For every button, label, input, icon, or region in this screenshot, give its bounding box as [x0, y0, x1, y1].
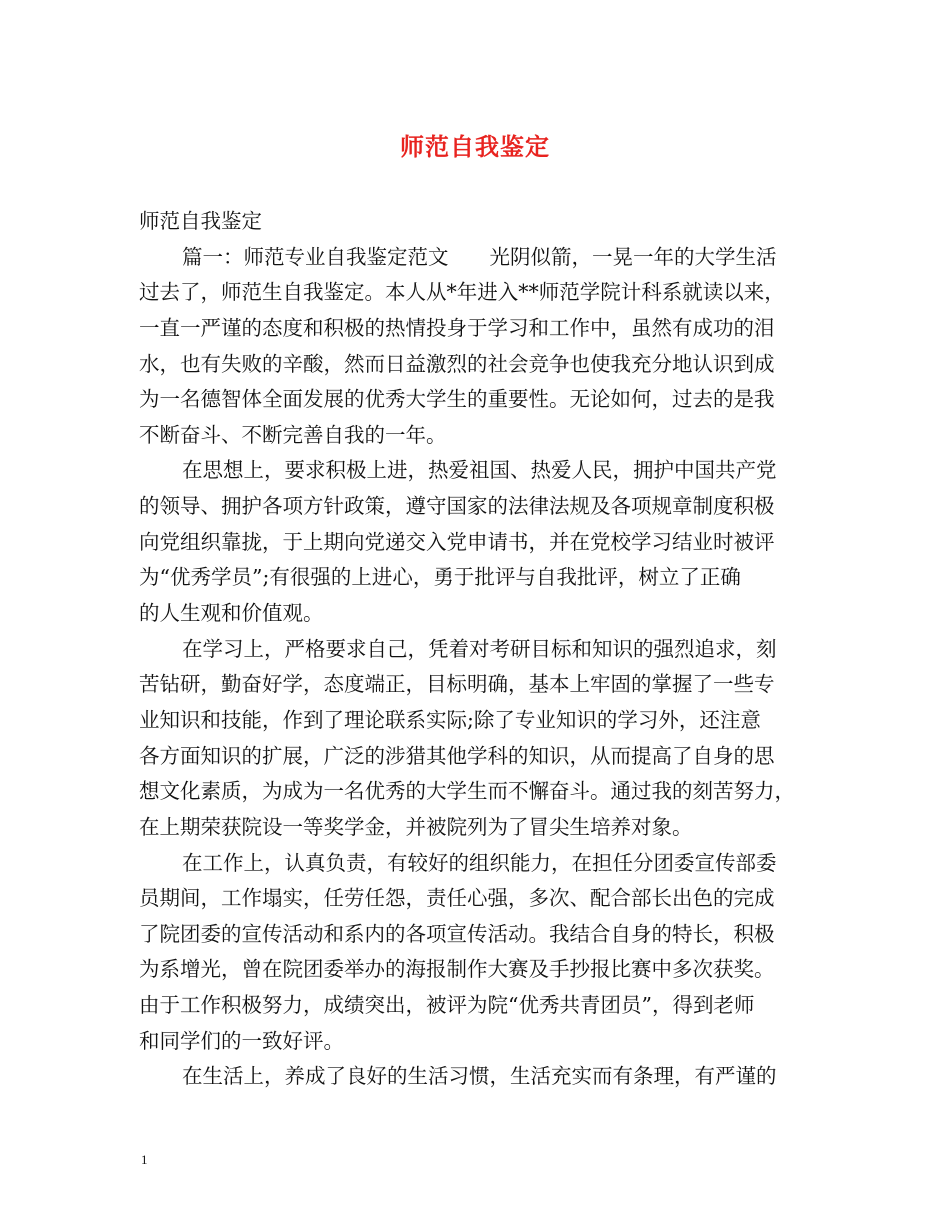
body-line: 的领导、拥护各项方针政策，遵守国家的法律法规及各项规章制度积极: [139, 494, 775, 519]
document-title: 师范自我鉴定: [400, 132, 550, 161]
body-line: 在思想上，要求积极上进，热爱祖国、热爱人民，拥护中国共产党: [182, 458, 777, 483]
body-line: 了院团委的宣传活动和系内的各项宣传活动。我结合自身的特长，积极: [139, 921, 775, 946]
document-body: [139, 204, 815, 1095]
body-line: 一直一严谨的态度和积极的热情投身于学习和工作中，虽然有成功的泪: [139, 315, 775, 340]
body-line: 业知识和技能，作到了理论联系实际;除了专业知识的学习外，还注意: [139, 707, 761, 732]
body-line: 在学习上，严格要求自己，凭着对考研目标和知识的强烈追求，刻: [182, 636, 777, 661]
body-line: 苦钻研，勤奋好学，态度端正，目标明确，基本上牢固的掌握了一些专: [139, 672, 775, 697]
body-line: 员期间，工作塌实，任劳任怨，责任心强，多次、配合部长出色的完成: [139, 886, 775, 911]
body-line: 为一名德智体全面发展的优秀大学生的重要性。无论如何，过去的是我: [139, 387, 775, 412]
body-line: 不断奋斗、不断完善自我的一年。: [139, 422, 447, 447]
body-line: 水，也有失败的辛酸，然而日益激烈的社会竞争也使我充分地认识到成: [139, 351, 775, 376]
body-line: 和同学们的一致好评。: [139, 1028, 344, 1053]
body-line: 过去了，师范生自我鉴定。本人从*年进入**师范学院计科系就读以来，: [139, 280, 785, 305]
page-number: 1: [141, 1152, 148, 1167]
body-line: 向党组织靠拢，于上期向党递交入党申请书，并在党校学习结业时被评: [139, 529, 775, 554]
body-line: 各方面知识的扩展，广泛的涉猎其他学科的知识，从而提高了自身的思: [139, 743, 775, 768]
body-line: 由于工作积极努力，成绩突出，被评为院“优秀共青团员”，得到老师: [139, 993, 755, 1018]
body-line: 篇一：师范专业自我鉴定范文 光阴似箭，一晃一年的大学生活: [182, 244, 777, 269]
body-line: 的人生观和价值观。: [139, 601, 324, 626]
body-line: 在生活上，养成了良好的生活习惯，生活充实而有条理，有严谨的: [182, 1064, 777, 1089]
body-line: 为系增光，曾在院团委举办的海报制作大赛及手抄报比赛中多次获奖。: [139, 957, 775, 982]
body-line: 师范自我鉴定: [139, 209, 262, 233]
body-line: 想文化素质，为成为一名优秀的大学生而不懈奋斗。通过我的刻苦努力，: [139, 779, 795, 804]
body-line: 为“优秀学员”;有很强的上进心，勇于批评与自我批评，树立了正确: [139, 565, 741, 590]
body-line: 在工作上，认真负责，有较好的组织能力，在担任分团委宣传部委: [182, 850, 777, 875]
body-line: 在上期荣获院设一等奖学金，并被院列为了冒尖生培养对象。: [139, 814, 693, 839]
